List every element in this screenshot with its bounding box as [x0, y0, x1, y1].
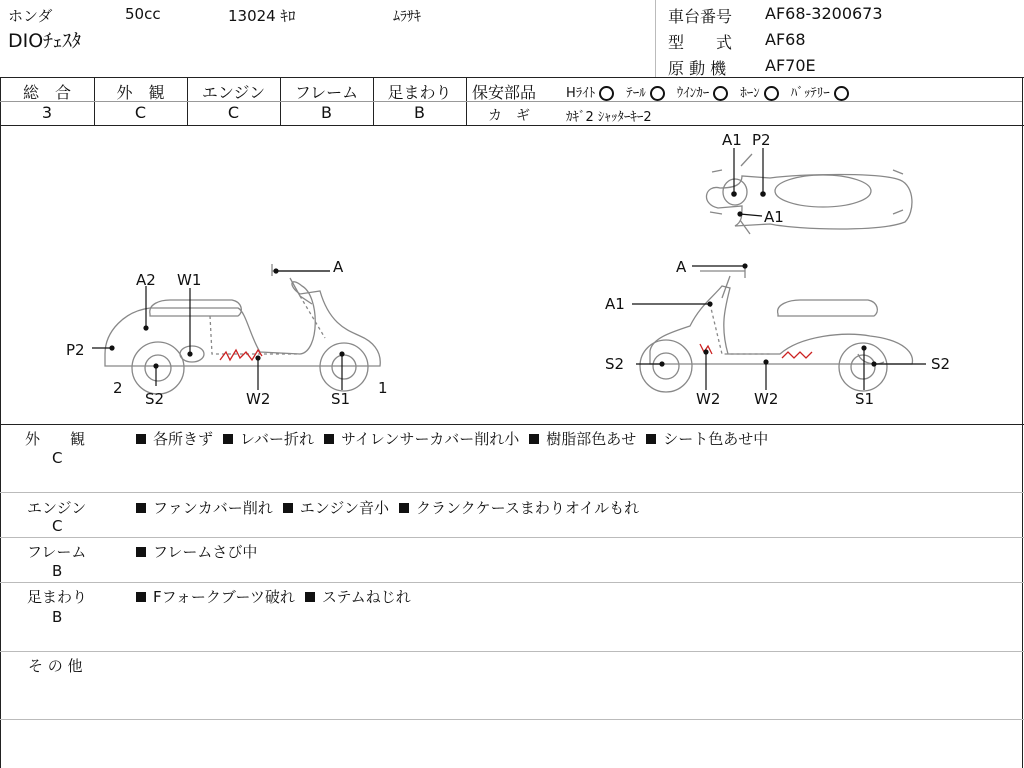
section-other-label: そ の 他: [28, 657, 83, 675]
note-item: エンジン音小: [283, 499, 389, 517]
damage-marks: [220, 344, 812, 360]
grade-exterior-value: C: [134, 103, 147, 122]
right-s2-right-label: S2: [931, 355, 951, 373]
note-item: ファンカバー削れ: [136, 499, 273, 517]
note-item: Fフォークブーツ破れ: [136, 588, 295, 606]
top-a1-bottom-label: A1: [764, 208, 784, 226]
section-suspension-grade: B: [52, 608, 63, 626]
right-a-label: A: [676, 258, 687, 276]
displacement: 50cc: [125, 5, 161, 23]
grade-suspension-label: 足まわり: [387, 83, 452, 102]
top-view-scooter: [706, 154, 911, 234]
safety-label: 保安部品: [472, 83, 537, 102]
section-exterior-grade: C: [52, 449, 63, 467]
key-value: ｶｷﾞ2 ｼｬｯﾀｰｷｰ2: [566, 110, 652, 125]
frame-no: AF68-3200673: [765, 4, 883, 23]
safety-headlight: Hﾗｲﾄ: [566, 86, 626, 101]
bullet-square-icon: [324, 434, 334, 444]
right-a1-label: A1: [605, 295, 625, 313]
ok-circle-icon: [650, 86, 665, 101]
engine-value: AF70E: [765, 56, 816, 75]
section-engine-label: エンジン: [27, 499, 87, 517]
left-p2-label: P2: [66, 341, 85, 359]
note-item: ステムねじれ: [305, 588, 411, 606]
bullet-square-icon: [136, 547, 146, 557]
left-s2-label: S2: [145, 390, 165, 408]
bullet-square-icon: [305, 592, 315, 602]
left-s1-label: S1: [331, 390, 351, 408]
key-label: カ ギ: [488, 108, 530, 124]
safety-horn: ﾎｰﾝ: [740, 86, 791, 101]
note-item: 各所きず: [136, 430, 213, 448]
note-item: シート色あせ中: [646, 430, 768, 448]
right-w2-a-label: W2: [696, 390, 721, 408]
bullet-square-icon: [136, 434, 146, 444]
ok-circle-icon: [713, 86, 728, 101]
safety-winker: ｳｲﾝｶｰ: [677, 86, 741, 101]
ok-circle-icon: [834, 86, 849, 101]
maker: ホンダ: [8, 7, 53, 25]
section-exterior-label: 外 観: [25, 430, 86, 448]
section-frame-grade: B: [52, 562, 63, 580]
grade-exterior-label: 外 観: [116, 83, 165, 102]
section-engine-grade: C: [52, 517, 63, 535]
grade-total-value: 3: [41, 103, 53, 122]
engine-label: 原 動 機: [668, 59, 727, 78]
top-p2-label: P2: [752, 131, 771, 149]
note-item: 樹脂部色あせ: [529, 430, 636, 448]
bullet-square-icon: [529, 434, 539, 444]
grade-engine-value: C: [227, 103, 240, 122]
bullet-square-icon: [283, 503, 293, 513]
note-item: サイレンサーカバー削れ小: [324, 430, 519, 448]
grade-frame-value: B: [321, 103, 332, 122]
left-a-label: A: [333, 258, 344, 276]
safety-items: [566, 82, 849, 101]
type-label: 型 式: [668, 33, 733, 52]
right-w2-b-label: W2: [754, 390, 779, 408]
section-exterior-notes: [136, 428, 778, 449]
grade-total-label: 総 合: [22, 83, 71, 102]
right-view-scooter: [640, 264, 913, 392]
left-num1-label: 1: [378, 379, 388, 397]
ok-circle-icon: [764, 86, 779, 101]
grade-engine-label: エンジン: [201, 83, 266, 102]
left-a2-label: A2: [136, 271, 156, 289]
grade-frame-label: フレーム: [294, 83, 359, 102]
section-suspension-notes: [136, 586, 421, 607]
mileage: 13024 ｷﾛ: [228, 7, 296, 25]
safety-tail: ﾃｰﾙ: [626, 86, 677, 101]
bullet-square-icon: [136, 503, 146, 513]
note-item: フレームさび中: [136, 543, 257, 561]
type-value: AF68: [765, 30, 806, 49]
section-frame-notes: [136, 541, 267, 562]
frame-no-label: 車台番号: [668, 7, 733, 26]
bullet-square-icon: [399, 503, 409, 513]
left-w1-label: W1: [177, 271, 202, 289]
safety-battery: ﾊﾞｯﾃﾘｰ: [791, 86, 849, 101]
note-item: レバー折れ: [223, 430, 314, 448]
left-num2-label: 2: [113, 379, 123, 397]
bullet-square-icon: [136, 592, 146, 602]
right-s1-label: S1: [855, 390, 875, 408]
left-w2-label: W2: [246, 390, 271, 408]
section-engine-notes: [136, 497, 649, 518]
grade-suspension-value: B: [414, 103, 425, 122]
section-frame-label: フレーム: [27, 543, 87, 561]
note-item: クランクケースまわりオイルもれ: [399, 499, 639, 517]
model-name: DIOﾁｪｽﾀ: [8, 30, 82, 52]
bullet-square-icon: [223, 434, 233, 444]
right-s2-left-label: S2: [605, 355, 625, 373]
top-a1-label: A1: [722, 131, 742, 149]
section-suspension-label: 足まわり: [27, 588, 88, 606]
ok-circle-icon: [599, 86, 614, 101]
bullet-square-icon: [646, 434, 656, 444]
color: ﾑﾗｻｷ: [393, 9, 421, 25]
